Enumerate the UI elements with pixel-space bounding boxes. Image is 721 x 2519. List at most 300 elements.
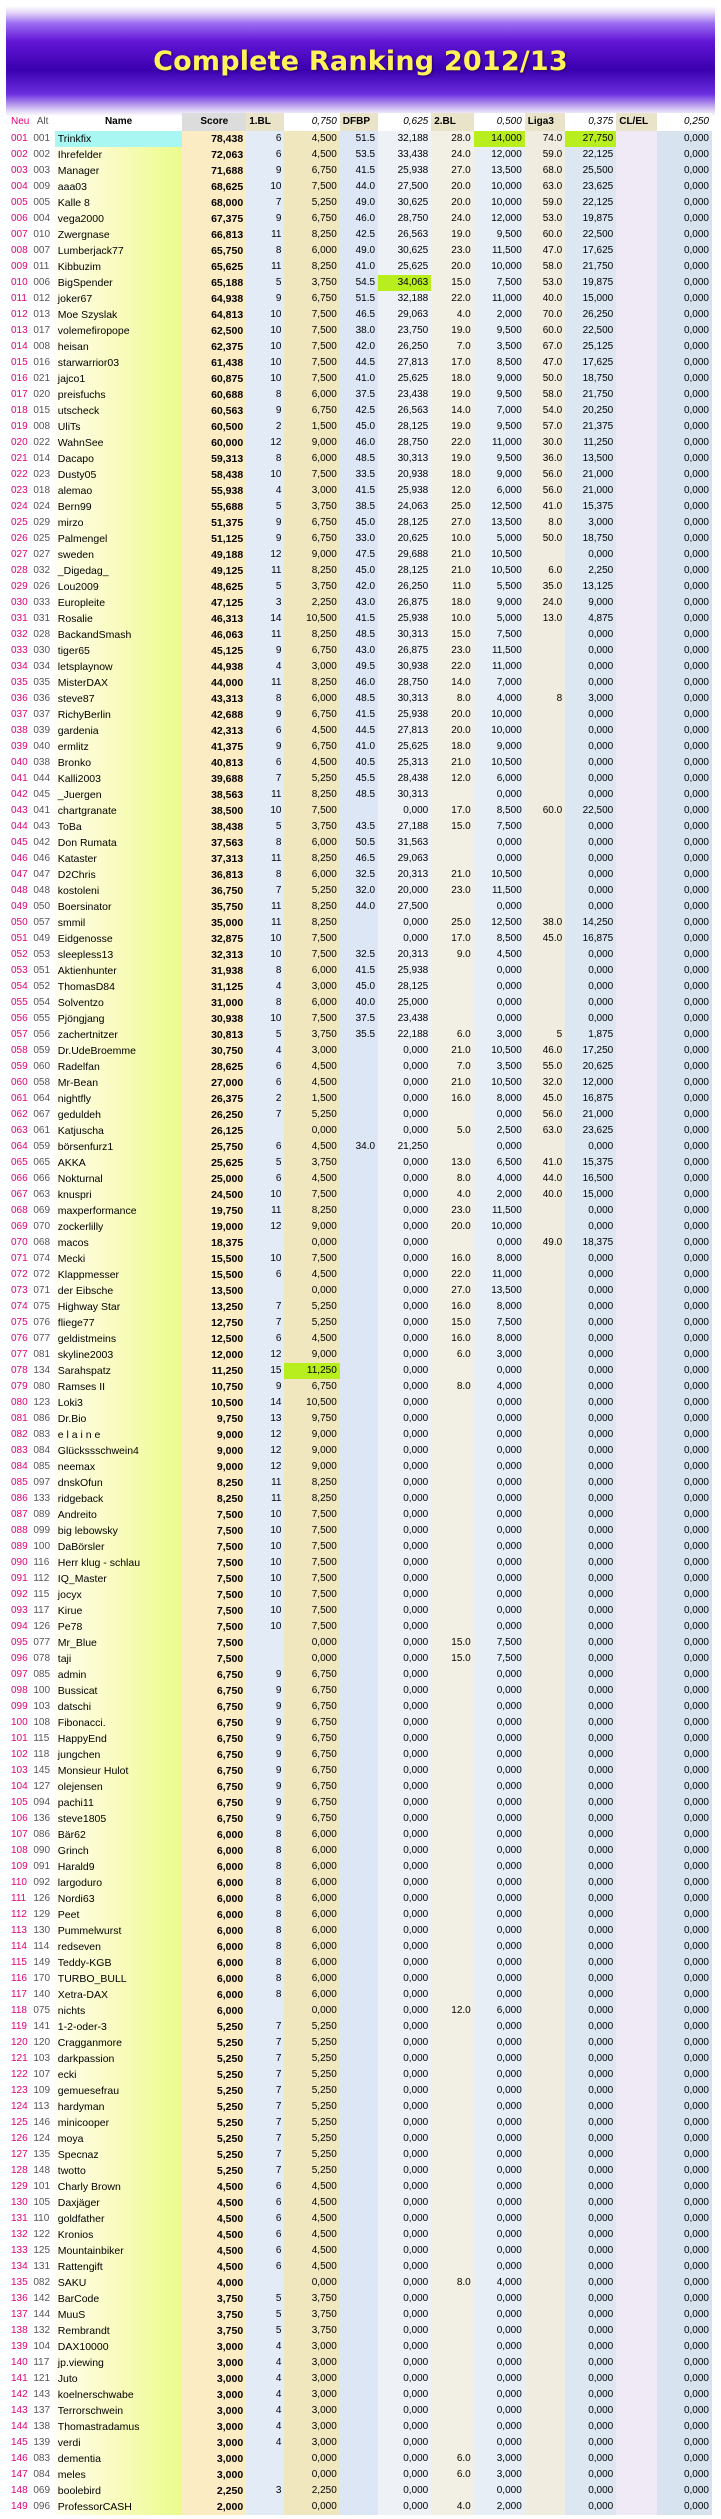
table-row[interactable] — [8, 787, 712, 803]
score: 4,500 — [182, 2259, 246, 2275]
table-row[interactable] — [8, 979, 712, 995]
score: 4,500 — [182, 2243, 246, 2259]
table-row[interactable] — [8, 2147, 712, 2163]
rank-old: 124 — [33, 2133, 51, 2144]
rank-old: 096 — [33, 2501, 51, 2512]
table-row[interactable] — [8, 691, 712, 707]
liga3-points — [525, 1747, 565, 1763]
liga3-weighted: 0,000 — [565, 755, 616, 771]
bl2-weighted: 0,000 — [474, 1539, 525, 1555]
rank-old: 146 — [33, 2117, 51, 2128]
bl2-weighted: 10,500 — [474, 563, 525, 579]
bl1-weighted: 6,750 — [284, 1667, 339, 1683]
rank-old: 141 — [33, 2021, 51, 2032]
table-row[interactable] — [8, 1907, 712, 1923]
bl1-weighted: 5,250 — [284, 1107, 339, 1123]
bl2-weighted: 10,500 — [474, 867, 525, 883]
bl2-points — [431, 1619, 474, 1635]
rank-old: 016 — [33, 357, 51, 368]
rank-old: 139 — [33, 2437, 51, 2448]
table-row[interactable] — [8, 547, 712, 563]
clel-points — [616, 1187, 656, 1203]
table-row[interactable] — [8, 1923, 712, 1939]
bl1-weighted: 9,000 — [284, 1459, 339, 1475]
table-row[interactable] — [8, 1667, 712, 1683]
clel-weighted: 0,000 — [657, 2115, 712, 2131]
table-row[interactable] — [8, 1555, 712, 1571]
table-row[interactable] — [8, 1827, 712, 1843]
table-row[interactable] — [8, 403, 712, 419]
table-row[interactable] — [8, 643, 712, 659]
table-row[interactable] — [8, 1027, 712, 1043]
player-name: vega2000 — [55, 211, 183, 227]
table-row[interactable] — [8, 2339, 712, 2355]
table-row[interactable] — [8, 2003, 712, 2019]
dfbp-weighted: 0,000 — [378, 1907, 431, 1923]
player-name: ridgeback — [55, 1491, 183, 1507]
bl2-points: 12.0 — [431, 483, 474, 499]
rank-old: 033 — [33, 597, 51, 608]
table-row[interactable] — [8, 2387, 712, 2403]
table-row[interactable] — [8, 227, 712, 243]
rank-old: 104 — [33, 2341, 51, 2352]
dfbp-points: 40.0 — [340, 995, 378, 1011]
table-row[interactable] — [8, 339, 712, 355]
table-row[interactable] — [8, 1347, 712, 1363]
rank-new: 059 — [11, 1061, 28, 1072]
table-row[interactable] — [8, 195, 712, 211]
table-row[interactable] — [8, 2275, 712, 2291]
dfbp-weighted: 0,000 — [378, 1651, 431, 1667]
bl2-points — [431, 1747, 474, 1763]
clel-weighted: 0,000 — [657, 1667, 712, 1683]
dfbp-points: 45.5 — [340, 771, 378, 787]
bl1-weighted: 4,500 — [284, 1059, 339, 1075]
player-name: Klappmesser — [55, 1267, 183, 1283]
col-dfbp-header[interactable]: DFBP — [340, 113, 378, 131]
bl2-weighted: 7,500 — [474, 819, 525, 835]
table-row[interactable] — [8, 1763, 712, 1779]
dfbp-weighted: 0,000 — [378, 1939, 431, 1955]
table-row[interactable] — [8, 1251, 712, 1267]
table-row[interactable] — [8, 2163, 712, 2179]
rank-new: 124 — [11, 2101, 28, 2112]
table-row[interactable] — [8, 819, 712, 835]
table-row[interactable] — [8, 1843, 712, 1859]
table-row[interactable] — [8, 1651, 712, 1667]
rank-new: 025 — [11, 517, 28, 528]
liga3-points: 41.0 — [525, 1155, 565, 1171]
col-1bl-header[interactable]: 1.BL — [246, 113, 284, 131]
col-neu-header[interactable]: Neu — [11, 116, 30, 127]
dfbp-points — [340, 2483, 378, 2499]
clel-weighted: 0,000 — [657, 2211, 712, 2227]
clel-points — [616, 355, 656, 371]
table-row[interactable] — [8, 1107, 712, 1123]
table-row[interactable] — [8, 2035, 712, 2051]
table-row[interactable] — [8, 1011, 712, 1027]
table-row[interactable] — [8, 707, 712, 723]
table-row[interactable] — [8, 1395, 712, 1411]
table-row[interactable] — [8, 1587, 712, 1603]
dfbp-weighted: 34,063 — [378, 275, 431, 291]
table-row[interactable] — [8, 675, 712, 691]
table-row[interactable] — [8, 1683, 712, 1699]
table-row[interactable] — [8, 1475, 712, 1491]
dfbp-points: 43.0 — [340, 643, 378, 659]
bl2-weighted: 11,000 — [474, 1267, 525, 1283]
table-row[interactable] — [8, 1219, 712, 1235]
clel-points — [616, 2291, 656, 2307]
liga3-points — [525, 1827, 565, 1843]
table-row[interactable] — [8, 2179, 712, 2195]
table-row[interactable] — [8, 2323, 712, 2339]
table-row[interactable] — [8, 1235, 712, 1251]
col-liga3-header[interactable]: Liga3 — [525, 113, 565, 131]
rank-old: 121 — [33, 2373, 51, 2384]
clel-weighted: 0,000 — [657, 1555, 712, 1571]
table-row[interactable] — [8, 1443, 712, 1459]
rank-old: 011 — [33, 261, 50, 272]
table-row[interactable] — [8, 243, 712, 259]
table-row[interactable] — [8, 1315, 712, 1331]
score: 31,125 — [182, 979, 246, 995]
table-row[interactable] — [8, 1811, 712, 1827]
liga3-points: 45.0 — [525, 931, 565, 947]
table-row[interactable] — [8, 627, 712, 643]
liga3-points — [525, 2019, 565, 2035]
dfbp-points: 46.5 — [340, 851, 378, 867]
table-row[interactable] — [8, 1075, 712, 1091]
table-row[interactable] — [8, 835, 712, 851]
table-row[interactable] — [8, 1427, 712, 1443]
liga3-points — [525, 1955, 565, 1971]
rank-old: 038 — [33, 757, 51, 768]
table-row[interactable] — [8, 1603, 712, 1619]
table-row[interactable] — [8, 563, 712, 579]
table-row[interactable] — [8, 2419, 712, 2435]
bl1-points: 9 — [246, 739, 284, 755]
player-name: moya — [55, 2131, 183, 2147]
dfbp-weighted: 25,625 — [378, 371, 431, 387]
table-row[interactable] — [8, 1859, 712, 1875]
table-row[interactable] — [8, 419, 712, 435]
table-row[interactable] — [8, 2259, 712, 2275]
table-row[interactable] — [8, 1891, 712, 1907]
table-row[interactable] — [8, 2483, 712, 2499]
bl2-points — [431, 2419, 474, 2435]
table-row[interactable] — [8, 1571, 712, 1587]
rank-old: 069 — [33, 2485, 51, 2496]
table-row[interactable] — [8, 2115, 712, 2131]
table-row[interactable] — [8, 739, 712, 755]
rank-old: 063 — [33, 1189, 51, 1200]
score: 31,000 — [182, 995, 246, 1011]
bl1-points: 2 — [246, 1091, 284, 1107]
liga3-weighted: 0,000 — [565, 2339, 616, 2355]
table-row[interactable] — [8, 2195, 712, 2211]
dfbp-points: 42.5 — [340, 227, 378, 243]
rank-old: 040 — [33, 741, 51, 752]
table-row[interactable] — [8, 947, 712, 963]
table-row[interactable] — [8, 1187, 712, 1203]
table-row[interactable] — [8, 1779, 712, 1795]
table-row[interactable] — [8, 323, 712, 339]
table-row[interactable] — [8, 2355, 712, 2371]
table-row[interactable] — [8, 259, 712, 275]
table-row[interactable] — [8, 755, 712, 771]
table-row[interactable] — [8, 595, 712, 611]
bl1-weighted: 7,500 — [284, 1523, 339, 1539]
table-row[interactable] — [8, 275, 712, 291]
table-row[interactable] — [8, 1491, 712, 1507]
table-row[interactable] — [8, 2307, 712, 2323]
table-row[interactable] — [8, 851, 712, 867]
table-row[interactable] — [8, 211, 712, 227]
table-row[interactable] — [8, 179, 712, 195]
col-2bl-header[interactable]: 2.BL — [431, 113, 474, 131]
table-row[interactable] — [8, 291, 712, 307]
bl2-points — [431, 1571, 474, 1587]
rank-new: 111 — [11, 1893, 27, 1904]
bl1-points: 4 — [246, 2419, 284, 2435]
player-name: Rembrandt — [55, 2323, 183, 2339]
dfbp-points: 42.0 — [340, 339, 378, 355]
clel-weighted: 0,000 — [657, 627, 712, 643]
table-row[interactable] — [8, 2403, 712, 2419]
liga3-points — [525, 2355, 565, 2371]
clel-points — [616, 1891, 656, 1907]
table-row[interactable] — [8, 515, 712, 531]
rank-new: 080 — [11, 1397, 28, 1408]
col-clel-header[interactable]: CL/EL — [616, 113, 656, 131]
liga3-points: 47.0 — [525, 243, 565, 259]
table-row[interactable] — [8, 1619, 712, 1635]
dfbp-weighted: 0,000 — [378, 2275, 431, 2291]
table-row[interactable] — [8, 2211, 712, 2227]
table-row[interactable] — [8, 467, 712, 483]
table-row[interactable] — [8, 2227, 712, 2243]
table-row[interactable] — [8, 1987, 712, 2003]
table-row[interactable] — [8, 611, 712, 627]
clel-weighted: 0,000 — [657, 2099, 712, 2115]
table-row[interactable] — [8, 899, 712, 915]
bl1-weighted: 9,000 — [284, 1443, 339, 1459]
table-row[interactable] — [8, 1539, 712, 1555]
table-row[interactable] — [8, 2291, 712, 2307]
table-row[interactable] — [8, 1155, 712, 1171]
table-row[interactable] — [8, 579, 712, 595]
table-row[interactable] — [8, 131, 712, 147]
liga3-points — [525, 2099, 565, 2115]
table-row[interactable] — [8, 2083, 712, 2099]
dfbp-points — [340, 1683, 378, 1699]
rank-new: 037 — [11, 709, 28, 720]
table-row[interactable] — [8, 883, 712, 899]
table-row[interactable] — [8, 867, 712, 883]
liga3-weighted: 0,000 — [565, 1811, 616, 1827]
dfbp-points — [340, 1459, 378, 1475]
player-name: largoduro — [55, 1875, 183, 1891]
table-row[interactable] — [8, 1875, 712, 1891]
table-row[interactable] — [8, 1731, 712, 1747]
bl1-weighted: 5,250 — [284, 195, 339, 211]
clel-points — [616, 2179, 656, 2195]
dfbp-weighted: 0,000 — [378, 1923, 431, 1939]
table-row[interactable] — [8, 1171, 712, 1187]
table-row[interactable] — [8, 531, 712, 547]
table-row[interactable] — [8, 2067, 712, 2083]
table-row[interactable] — [8, 2099, 712, 2115]
bl2-weighted: 0,000 — [474, 1811, 525, 1827]
col-score-header[interactable]: Score — [182, 113, 246, 131]
clel-points — [616, 1091, 656, 1107]
bl2-weighted: 0,000 — [474, 1667, 525, 1683]
table-row[interactable] — [8, 2019, 712, 2035]
table-row[interactable] — [8, 387, 712, 403]
table-row[interactable] — [8, 1955, 712, 1971]
dfbp-weighted: 0,000 — [378, 2083, 431, 2099]
dfbp-points: 32.5 — [340, 867, 378, 883]
score: 65,625 — [182, 259, 246, 275]
table-row[interactable] — [8, 803, 712, 819]
table-row[interactable] — [8, 1795, 712, 1811]
liga3-weighted: 21,000 — [565, 467, 616, 483]
table-row[interactable] — [8, 963, 712, 979]
bl1-points: 10 — [246, 1507, 284, 1523]
bl1-points: 5 — [246, 499, 284, 515]
col-alt-header[interactable]: Alt — [36, 116, 49, 127]
bl1-points: 10 — [246, 1523, 284, 1539]
score: 3,750 — [182, 2307, 246, 2323]
rank-new: 112 — [11, 1909, 27, 1920]
table-row[interactable] — [8, 931, 712, 947]
table-row[interactable] — [8, 163, 712, 179]
dfbp-weighted: 25,938 — [378, 163, 431, 179]
bl1-points: 7 — [246, 2163, 284, 2179]
liga3-weighted: 0,000 — [565, 1299, 616, 1315]
rank-new: 102 — [11, 1749, 28, 1760]
table-row[interactable] — [8, 307, 712, 323]
bl2-weighted: 9,500 — [474, 387, 525, 403]
bl2-weighted: 0,000 — [474, 1411, 525, 1427]
table-row[interactable] — [8, 499, 712, 515]
liga3-points — [525, 2147, 565, 2163]
bl2-weighted: 0,000 — [474, 1587, 525, 1603]
liga3-weighted: 19,875 — [565, 275, 616, 291]
clel-points — [616, 179, 656, 195]
table-row[interactable] — [8, 1715, 712, 1731]
table-row[interactable] — [8, 2435, 712, 2451]
table-row[interactable] — [8, 1059, 712, 1075]
bl2-points: 15.0 — [431, 1651, 474, 1667]
rank-old: 017 — [33, 325, 51, 336]
score: 6,000 — [182, 1891, 246, 1907]
table-row[interactable] — [8, 2131, 712, 2147]
liga3-weighted: 0,000 — [565, 851, 616, 867]
dfbp-weighted: 0,000 — [378, 803, 431, 819]
bl2-weighted: 9,000 — [474, 595, 525, 611]
table-row[interactable] — [8, 371, 712, 387]
table-row[interactable] — [8, 2499, 712, 2515]
clel-points — [616, 739, 656, 755]
table-row[interactable] — [8, 1523, 712, 1539]
dfbp-points — [340, 2467, 378, 2483]
rank-new: 122 — [11, 2069, 28, 2080]
table-row[interactable] — [8, 1283, 712, 1299]
player-name: ProfessorCASH — [55, 2499, 183, 2515]
clel-weighted: 0,000 — [657, 1507, 712, 1523]
table-row[interactable] — [8, 1331, 712, 1347]
table-row[interactable] — [8, 1939, 712, 1955]
col-name-header[interactable]: Name — [104, 116, 133, 127]
table-row[interactable] — [8, 1267, 712, 1283]
player-name: Don Rumata — [55, 835, 183, 851]
table-row[interactable] — [8, 147, 712, 163]
table-row[interactable] — [8, 1699, 712, 1715]
table-row[interactable] — [8, 1507, 712, 1523]
table-row[interactable] — [8, 1203, 712, 1219]
table-row[interactable] — [8, 355, 712, 371]
rank-old: 028 — [33, 629, 51, 640]
clel-points — [616, 2387, 656, 2403]
table-row[interactable] — [8, 1123, 712, 1139]
liga3-weighted: 0,000 — [565, 2131, 616, 2147]
table-row[interactable] — [8, 1411, 712, 1427]
table-row[interactable] — [8, 2051, 712, 2067]
table-row[interactable] — [8, 483, 712, 499]
table-row[interactable] — [8, 1635, 712, 1651]
clel-weighted: 0,000 — [657, 1235, 712, 1251]
bl1-points: 3 — [246, 595, 284, 611]
table-row[interactable] — [8, 2467, 712, 2483]
dfbp-points — [340, 1827, 378, 1843]
liga3-weighted: 0,000 — [565, 1475, 616, 1491]
table-row[interactable] — [8, 995, 712, 1011]
table-row[interactable] — [8, 771, 712, 787]
table-row[interactable] — [8, 1459, 712, 1475]
liga3-points — [525, 2083, 565, 2099]
table-row[interactable] — [8, 1747, 712, 1763]
bl2-weighted: 0,000 — [474, 1475, 525, 1491]
table-row[interactable] — [8, 2371, 712, 2387]
dfbp-points: 45.0 — [340, 515, 378, 531]
table-row[interactable] — [8, 1363, 712, 1379]
table-row[interactable] — [8, 1139, 712, 1155]
liga3-points — [525, 1603, 565, 1619]
table-row[interactable] — [8, 659, 712, 675]
table-row[interactable] — [8, 435, 712, 451]
rank-new: 105 — [11, 1797, 28, 1808]
bl1-weighted: 7,500 — [284, 467, 339, 483]
table-row[interactable] — [8, 1971, 712, 1987]
table-row[interactable] — [8, 1299, 712, 1315]
clel-points — [616, 1251, 656, 1267]
table-row[interactable] — [8, 2451, 712, 2467]
table-row[interactable] — [8, 1379, 712, 1395]
rank-new: 135 — [11, 2277, 28, 2288]
table-row[interactable] — [8, 723, 712, 739]
bl2-weighted: 0,000 — [474, 1603, 525, 1619]
table-row[interactable] — [8, 451, 712, 467]
table-row[interactable] — [8, 2243, 712, 2259]
table-row[interactable] — [8, 1043, 712, 1059]
player-name: jp.viewing — [55, 2355, 183, 2371]
liga3-points: 60.0 — [525, 227, 565, 243]
table-row[interactable] — [8, 915, 712, 931]
bl2-points: 17.0 — [431, 931, 474, 947]
table-row[interactable] — [8, 1091, 712, 1107]
